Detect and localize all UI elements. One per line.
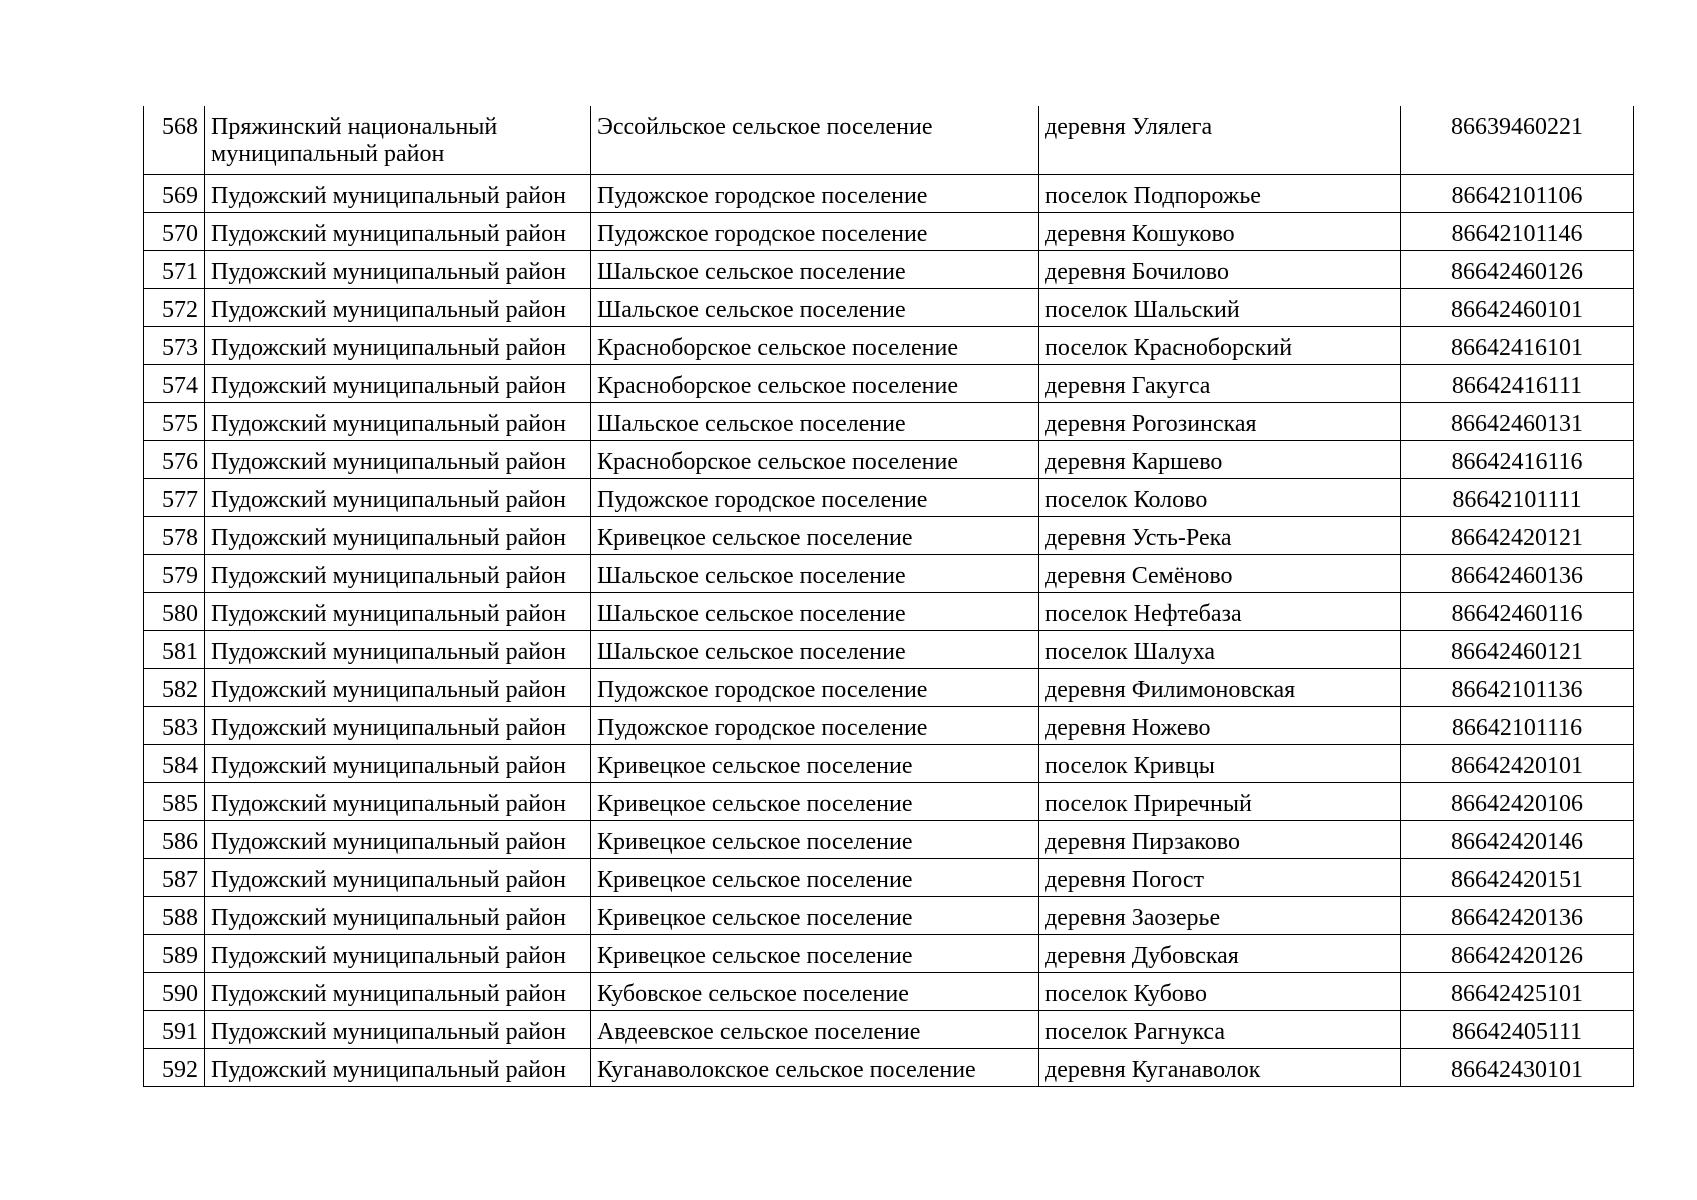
settlement-cell: Красноборское сельское поселение [591,326,1039,364]
district-cell: Пудожский муниципальный район [205,630,591,668]
settlement-cell: Кривецкое сельское поселение [591,858,1039,896]
oktmo-code-cell: 86642460126 [1401,250,1634,288]
table-row [144,1010,1634,1048]
table-row [144,858,1634,896]
oktmo-code-cell: 86642420126 [1401,934,1634,972]
oktmo-code-cell: 86642460131 [1401,402,1634,440]
table-row [144,326,1634,364]
settlement-cell: Кривецкое сельское поселение [591,934,1039,972]
locality-cell: поселок Шалуха [1039,630,1401,668]
locality-cell: деревня Ножево [1039,706,1401,744]
table-row [144,972,1634,1010]
settlement-cell: Пудожское городское поселение [591,212,1039,250]
oktmo-code-cell: 86642420101 [1401,744,1634,782]
table-row [144,212,1634,250]
district-cell: Пудожский муниципальный район [205,972,591,1010]
locality-cell: поселок Рагнукса [1039,1010,1401,1048]
oktmo-code-cell: 86642416116 [1401,440,1634,478]
settlement-cell: Шальское сельское поселение [591,250,1039,288]
locality-cell: деревня Кошуково [1039,212,1401,250]
row-number: 584 [144,744,205,782]
district-cell: Пудожский муниципальный район [205,478,591,516]
district-cell: Пудожский муниципальный район [205,326,591,364]
oktmo-code-cell: 86642405111 [1401,1010,1634,1048]
table-row [144,440,1634,478]
row-number: 583 [144,706,205,744]
table-row [144,1048,1634,1086]
district-cell: Пудожский муниципальный район [205,402,591,440]
table-row [144,106,1634,174]
table-row [144,592,1634,630]
locality-cell: поселок Нефтебаза [1039,592,1401,630]
row-number: 580 [144,592,205,630]
row-number: 581 [144,630,205,668]
table-row [144,820,1634,858]
district-cell: Пудожский муниципальный район [205,212,591,250]
table-row [144,478,1634,516]
row-number: 572 [144,288,205,326]
district-cell: Пряжинский национальный муниципальный район [205,106,591,174]
locality-cell: деревня Рогозинская [1039,402,1401,440]
locality-cell: деревня Пирзаково [1039,820,1401,858]
table-body [144,106,1634,1086]
settlement-cell: Красноборское сельское поселение [591,440,1039,478]
district-cell: Пудожский муниципальный район [205,896,591,934]
locality-cell: поселок Красноборский [1039,326,1401,364]
district-cell: Пудожский муниципальный район [205,250,591,288]
row-number: 570 [144,212,205,250]
oktmo-code-cell: 86642420106 [1401,782,1634,820]
row-number: 568 [144,106,205,174]
table-row [144,934,1634,972]
oktmo-code-cell: 86642101111 [1401,478,1634,516]
district-cell: Пудожский муниципальный район [205,820,591,858]
table-row [144,782,1634,820]
locality-cell: деревня Каршево [1039,440,1401,478]
locality-cell: деревня Гакугса [1039,364,1401,402]
row-number: 579 [144,554,205,592]
settlement-cell: Куганаволокское сельское поселение [591,1048,1039,1086]
locality-cell: поселок Шальский [1039,288,1401,326]
oktmo-code-cell: 86642430101 [1401,1048,1634,1086]
locality-cell: деревня Заозерье [1039,896,1401,934]
district-cell: Пудожский муниципальный район [205,440,591,478]
oktmo-code-cell: 86642420146 [1401,820,1634,858]
oktmo-code-cell: 86642460116 [1401,592,1634,630]
row-number: 587 [144,858,205,896]
oktmo-code-cell: 86642101106 [1401,174,1634,212]
locality-cell: поселок Кривцы [1039,744,1401,782]
oktmo-code-cell: 86642101116 [1401,706,1634,744]
oktmo-code-cell: 86642416111 [1401,364,1634,402]
row-number: 585 [144,782,205,820]
district-cell: Пудожский муниципальный район [205,858,591,896]
oktmo-code-cell: 86642420151 [1401,858,1634,896]
district-cell: Пудожский муниципальный район [205,744,591,782]
settlement-cell: Шальское сельское поселение [591,592,1039,630]
row-number: 589 [144,934,205,972]
row-number: 591 [144,1010,205,1048]
row-number: 574 [144,364,205,402]
settlement-cell: Шальское сельское поселение [591,554,1039,592]
oktmo-code-cell: 86642101136 [1401,668,1634,706]
row-number: 576 [144,440,205,478]
settlement-cell: Красноборское сельское поселение [591,364,1039,402]
district-cell: Пудожский муниципальный район [205,288,591,326]
table-row [144,706,1634,744]
oktmo-code-cell: 86642425101 [1401,972,1634,1010]
settlement-cell: Эссойльское сельское поселение [591,106,1039,174]
oktmo-code-cell: 86642460101 [1401,288,1634,326]
row-number: 586 [144,820,205,858]
row-number: 592 [144,1048,205,1086]
locality-cell: поселок Кубово [1039,972,1401,1010]
district-cell: Пудожский муниципальный район [205,364,591,402]
district-cell: Пудожский муниципальный район [205,1010,591,1048]
table-row [144,364,1634,402]
settlement-cell: Кривецкое сельское поселение [591,820,1039,858]
locality-cell: деревня Куганаволок [1039,1048,1401,1086]
locality-cell: деревня Дубовская [1039,934,1401,972]
locality-cell: деревня Семёново [1039,554,1401,592]
table-row [144,174,1634,212]
settlement-cell: Пудожское городское поселение [591,668,1039,706]
table-row [144,630,1634,668]
locality-cell: поселок Приречный [1039,782,1401,820]
settlement-cell: Пудожское городское поселение [591,174,1039,212]
locality-cell: поселок Колово [1039,478,1401,516]
district-cell: Пудожский муниципальный район [205,706,591,744]
oktmo-code-cell: 86642420121 [1401,516,1634,554]
district-cell: Пудожский муниципальный район [205,592,591,630]
district-cell: Пудожский муниципальный район [205,668,591,706]
oktmo-code-cell: 86642416101 [1401,326,1634,364]
table-row [144,250,1634,288]
table-row [144,744,1634,782]
settlement-cell: Шальское сельское поселение [591,288,1039,326]
row-number: 575 [144,402,205,440]
settlement-cell: Пудожское городское поселение [591,478,1039,516]
row-number: 590 [144,972,205,1010]
district-cell: Пудожский муниципальный район [205,554,591,592]
settlement-cell: Шальское сельское поселение [591,630,1039,668]
settlement-cell: Кривецкое сельское поселение [591,782,1039,820]
row-number: 577 [144,478,205,516]
locality-cell: деревня Бочилово [1039,250,1401,288]
locality-cell: деревня Улялега [1039,106,1401,174]
district-cell: Пудожский муниципальный район [205,934,591,972]
table-row [144,554,1634,592]
settlement-cell: Шальское сельское поселение [591,402,1039,440]
locality-cell: деревня Усть-Река [1039,516,1401,554]
locality-cell: поселок Подпорожье [1039,174,1401,212]
table-row [144,516,1634,554]
settlement-cell: Кривецкое сельское поселение [591,896,1039,934]
district-cell: Пудожский муниципальный район [205,516,591,554]
oktmo-code-cell: 86642460121 [1401,630,1634,668]
oktmo-code-cell: 86642460136 [1401,554,1634,592]
settlement-cell: Кривецкое сельское поселение [591,516,1039,554]
row-number: 578 [144,516,205,554]
locality-cell: деревня Погост [1039,858,1401,896]
settlement-cell: Кривецкое сельское поселение [591,744,1039,782]
row-number: 571 [144,250,205,288]
table-row [144,896,1634,934]
row-number: 582 [144,668,205,706]
oktmo-code-cell: 86639460221 [1401,106,1634,174]
row-number: 569 [144,174,205,212]
settlement-cell: Авдеевское сельское поселение [591,1010,1039,1048]
settlement-cell: Пудожское городское поселение [591,706,1039,744]
locality-cell: деревня Филимоновская [1039,668,1401,706]
table-row [144,668,1634,706]
settlement-cell: Кубовское сельское поселение [591,972,1039,1010]
row-number: 588 [144,896,205,934]
district-cell: Пудожский муниципальный район [205,1048,591,1086]
table-row [144,402,1634,440]
settlements-table [143,106,1634,1087]
district-cell: Пудожский муниципальный район [205,174,591,212]
district-cell: Пудожский муниципальный район [205,782,591,820]
oktmo-code-cell: 86642101146 [1401,212,1634,250]
table-row [144,288,1634,326]
row-number: 573 [144,326,205,364]
oktmo-code-cell: 86642420136 [1401,896,1634,934]
